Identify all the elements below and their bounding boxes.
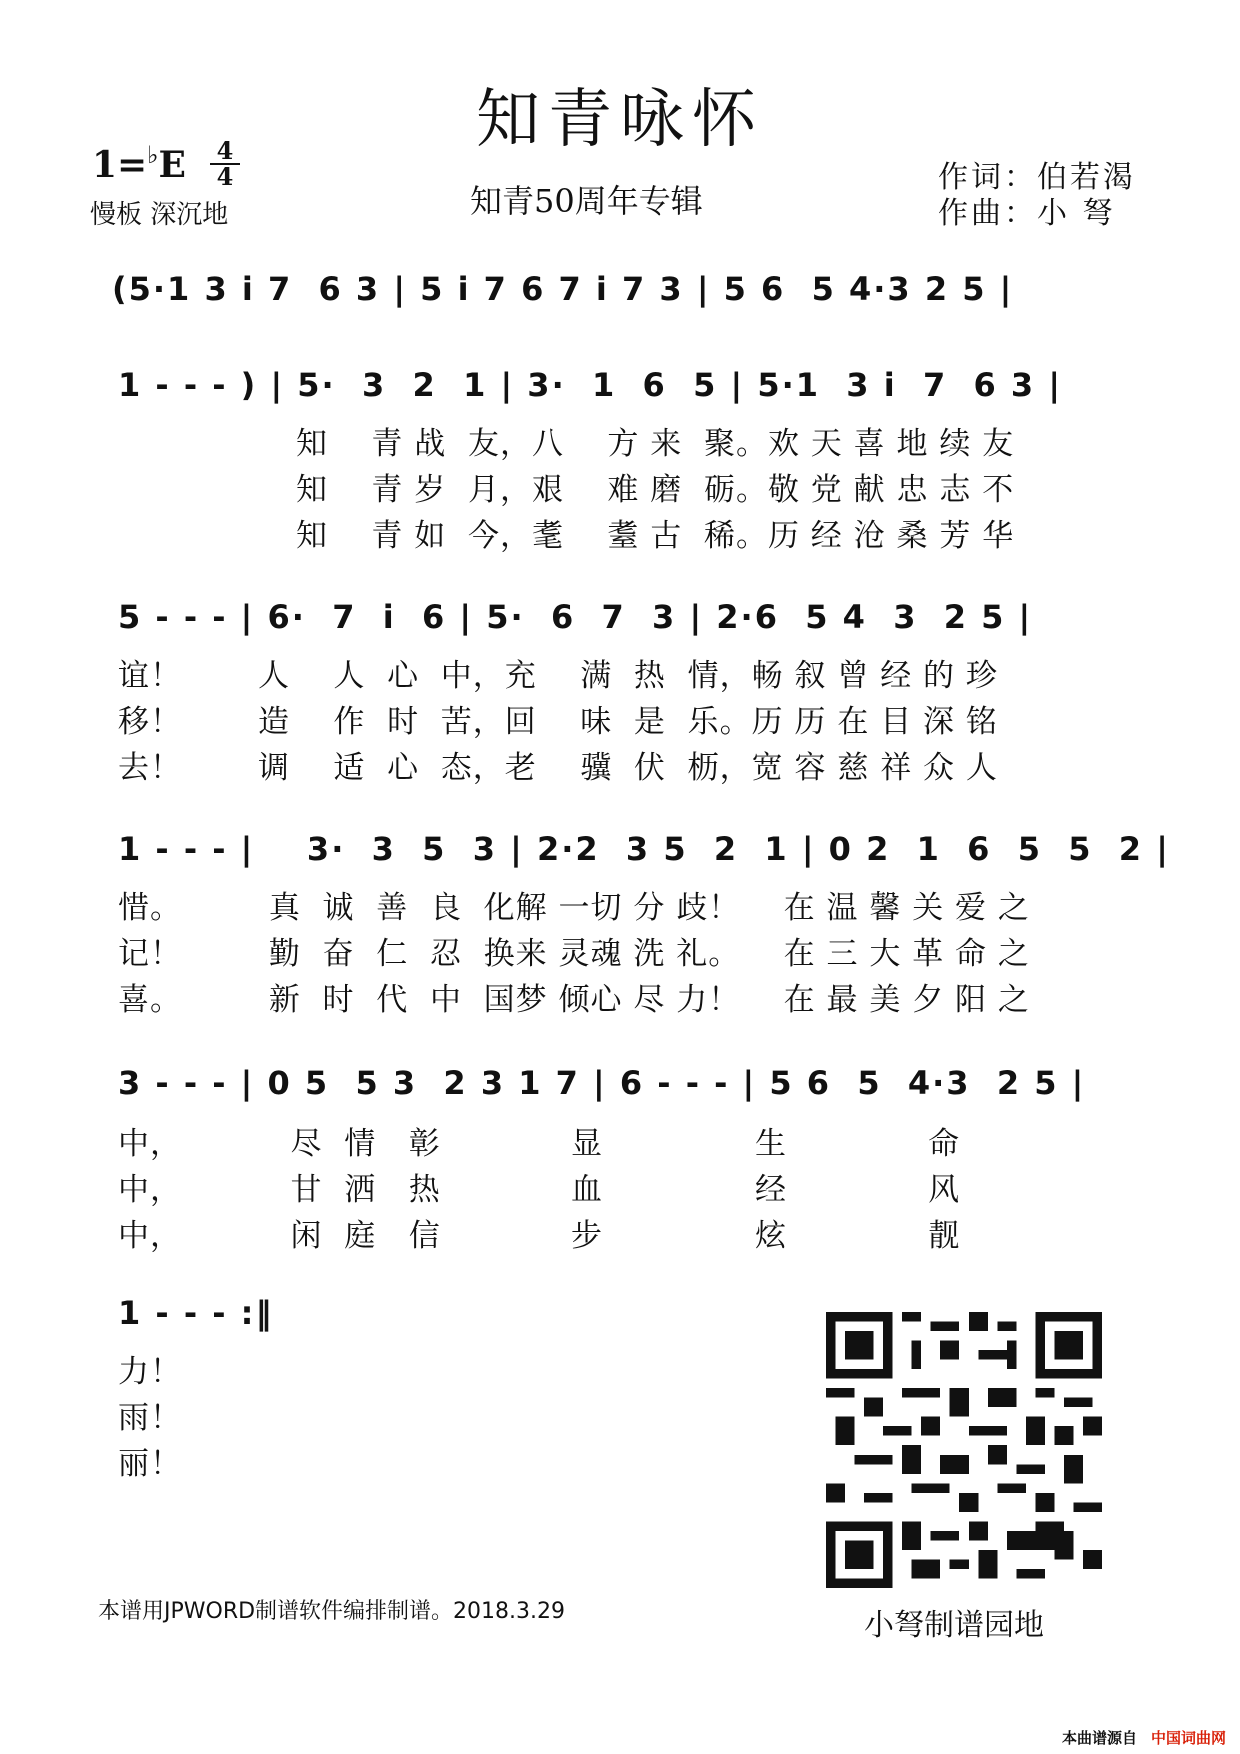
lyricist-credit: 作词：伯若渴 <box>938 160 1136 195</box>
notation-line-4: 1 - - - | 3· 3 5 3 | 2·2 3 5 2 1 | 0 2 1 6 5 5 2 | <box>118 830 1170 868</box>
key-prefix: 1= <box>92 144 148 186</box>
time-top: 4 <box>216 136 234 165</box>
source-label: 本曲谱源自 <box>1061 1729 1137 1747</box>
notation-line-2: 1 - - - ) | 5· 3 2 1 | 3· 1 6 5 | 5·1 3 i 7 6 3 | <box>118 366 1062 404</box>
lyric-line-5-verse-3: 中， 闲 庭 信 步 炫 靓 <box>118 1218 961 1254</box>
notation-line-1: (5·1 3 i 7 6 3 | 5 i 7 6 7 i 7 3 | 5 6 5 4·3 2 5 | <box>112 270 1014 308</box>
key-note: E <box>158 144 186 186</box>
time-bottom: 4 <box>216 162 234 191</box>
time-signature <box>210 136 240 191</box>
notation-line-3: 5 - - - | 6· 7 i 6 | 5· 6 7 3 | 2·6 5 4 3 2 5 | <box>118 598 1033 636</box>
lyric-line-4-verse-3: 喜。 新 时 代 中 国梦 倾心 尽 力！ 在 最 美 夕 阳 之 <box>118 982 1030 1018</box>
lyric-line-4-verse-1: 惜。 真 诚 善 良 化解 一切 分 歧！ 在 温 馨 关 爱 之 <box>118 890 1030 926</box>
lyric-line-5-verse-2: 中， 甘 洒 热 血 经 风 <box>118 1172 961 1208</box>
album-subtitle: 知青50周年专辑 <box>470 182 703 220</box>
qr-label: 小弩制谱园地 <box>864 1608 1044 1643</box>
lyric-line-2-verse-3: 知 青 如 今，耄 耋 古 稀。历 经 沧 桑 芳 华 <box>296 518 1015 554</box>
source-attribution <box>1062 1727 1226 1748</box>
lyric-line-2-verse-2: 知 青 岁 月，艰 难 磨 砺。敬 党 献 忠 志 不 <box>296 472 1015 508</box>
lyric-line-4-verse-2: 记！ 勤 奋 仁 忍 换来 灵魂 洗 礼。 在 三 大 革 命 之 <box>118 936 1030 972</box>
composer-credit: 作曲：小 弩 <box>938 196 1116 231</box>
lyric-line-2-verse-1: 知 青 战 友，八 方 来 聚。欢 天 喜 地 续 友 <box>296 426 1015 462</box>
lyric-line-3-verse-2: 移！ 造 作 时 苦，回 味 是 乐。历 历 在 目 深 铭 <box>118 704 998 740</box>
notation-line-6: 1 - - - :‖ <box>118 1294 274 1332</box>
notation-line-5: 3 - - - | 0 5 5 3 2 3 1 7 | 6 - - - | 5 6 5 4·3 2 5 | <box>118 1064 1086 1102</box>
source-site-link[interactable]: 中国词曲网 <box>1150 1729 1226 1747</box>
tempo-marking: 慢板 深沉地 <box>90 200 229 230</box>
score-title: 知青咏怀 <box>476 83 764 157</box>
lyric-line-3-verse-3: 去！ 调 适 心 态，老 骥 伏 枥，宽 容 慈 祥 众 人 <box>118 750 998 786</box>
key-signature <box>92 136 234 191</box>
lyric-line-6-verse-2: 雨！ <box>118 1400 182 1436</box>
flat-symbol: ♭ <box>147 140 159 169</box>
lyric-line-3-verse-1: 谊！ 人 人 心 中，充 满 热 情，畅 叙 曾 经 的 珍 <box>118 658 998 694</box>
footer-note: 本谱用JPWORD制谱软件编排制谱。2018.3.29 <box>98 1599 566 1624</box>
qr-code <box>826 1312 1102 1588</box>
lyric-line-6-verse-3: 丽！ <box>118 1446 182 1482</box>
lyric-line-5-verse-1: 中， 尽 情 彰 显 生 命 <box>118 1126 961 1162</box>
lyric-line-6-verse-1: 力！ <box>118 1354 182 1390</box>
